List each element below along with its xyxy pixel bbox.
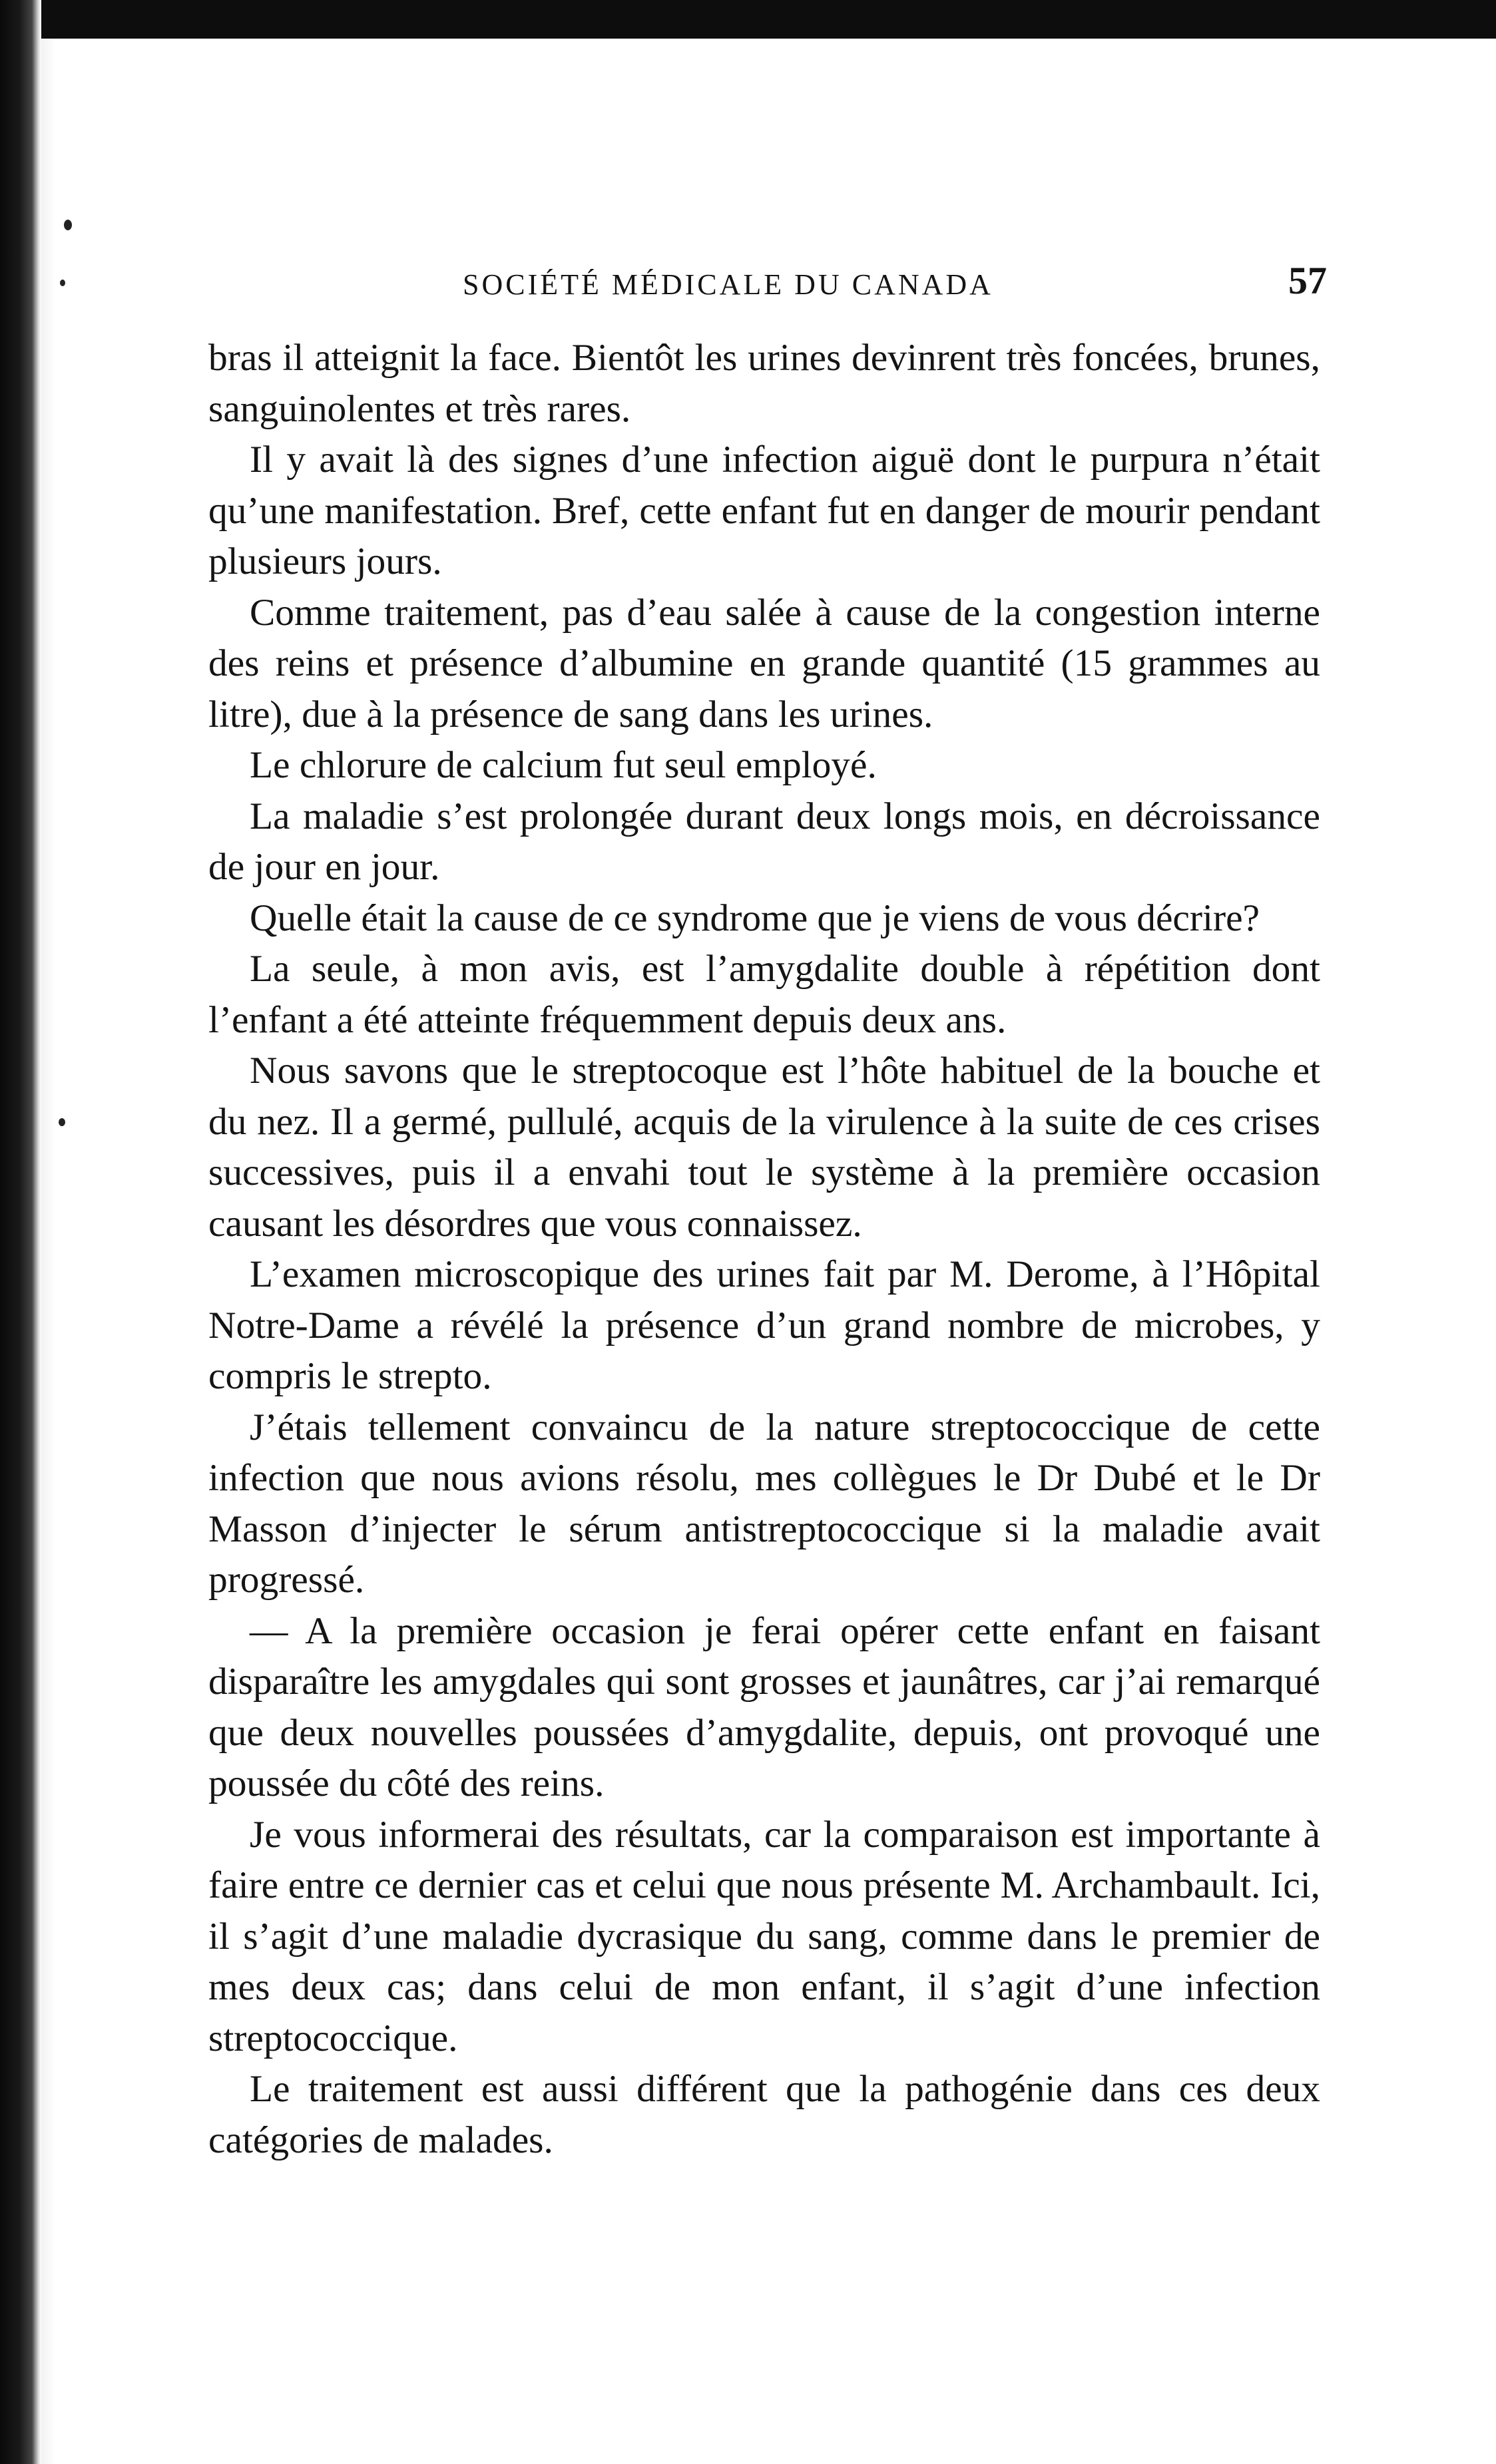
page-number: 57 <box>1288 259 1327 302</box>
scan-speck <box>60 280 65 286</box>
paragraph: Je vous informerai des résultats, car la comparaison est importante à faire entre ce dernier cas et celui que nous présente M. Archambault. Ici, il s’agit d’une maladie dycrasique du sang, comme dans le premier de mes deux cas; dans celui de mon enfant, il s’agit d’une infection streptococcique. <box>208 1813 1320 2059</box>
scan-border-top <box>0 0 1496 39</box>
paragraph: L’examen microscopique des urines fait par M. Derome, à l’Hôpital Notre-Dame a révélé la présence d’un grand nombre de microbes, y compris le strepto. <box>208 1253 1320 1397</box>
paragraph: Quelle était la cause de ce syndrome que je viens de vous décrire? <box>250 897 1260 939</box>
scan-speck <box>59 1118 65 1126</box>
paragraph: Le chlorure de calcium fut seul employé. <box>250 744 877 786</box>
book-page <box>208 253 1327 2161</box>
paragraph: La seule, à mon avis, est l’amygdalite double à répétition dont l’enfant a été atteinte fréquemment depuis deux ans. <box>208 948 1320 1041</box>
paragraph: Le traitement est aussi différent que la pathogénie dans ces deux catégories de malades. <box>208 2068 1320 2161</box>
paragraph: Il y avait là des signes d’une infection aiguë dont le purpura n’était qu’une manifestation. Bref, cette enfant fut en danger de mourir pendant plusieurs jours. <box>208 439 1320 582</box>
scan-speck <box>64 220 72 230</box>
paragraph: J’étais tellement convaincu de la nature streptococcique de cette infection que nous avions résolu, mes collègues le Dr Dubé et le Dr Masson d’injecter le sérum antistreptococcique si la maladie avait progressé. <box>208 1406 1320 1601</box>
paragraph: La maladie s’est prolongée durant deux longs mois, en décroissance de jour en jour. <box>208 795 1320 888</box>
paragraph: Nous savons que le streptocoque est l’hôte habituel de la bouche et du nez. Il a germé, pullulé, acquis de la virulence à la suite de ces crises successives, puis il a envahi tout le système à la première occasion causant les désordres que vous connaissez. <box>208 1050 1320 1245</box>
paragraph: bras il atteignit la face. Bientôt les urines devinrent très foncées, brunes, sanguinolentes et très rares. <box>208 337 1320 430</box>
body-text <box>208 333 1320 2166</box>
paragraph: — A la première occasion je ferai opérer cette enfant en faisant disparaître les amygdales qui sont grosses et jaunâtres, car j’ai remarqué que deux nouvelles poussées d’amygdalite, depuis, ont provoqué une poussée du côté des reins. <box>208 1609 1320 1804</box>
running-title: SOCIÉTÉ MÉDICALE DU CANADA <box>463 268 993 301</box>
scan-shadow <box>41 39 56 2464</box>
paragraph: Comme traitement, pas d’eau salée à cause de la congestion interne des reins et présence d’albumine en grande quantité (15 grammes au litre), due à la présence de sang dans les urines. <box>208 591 1320 735</box>
running-head <box>208 253 1327 306</box>
scan-binding-edge <box>0 0 41 2464</box>
